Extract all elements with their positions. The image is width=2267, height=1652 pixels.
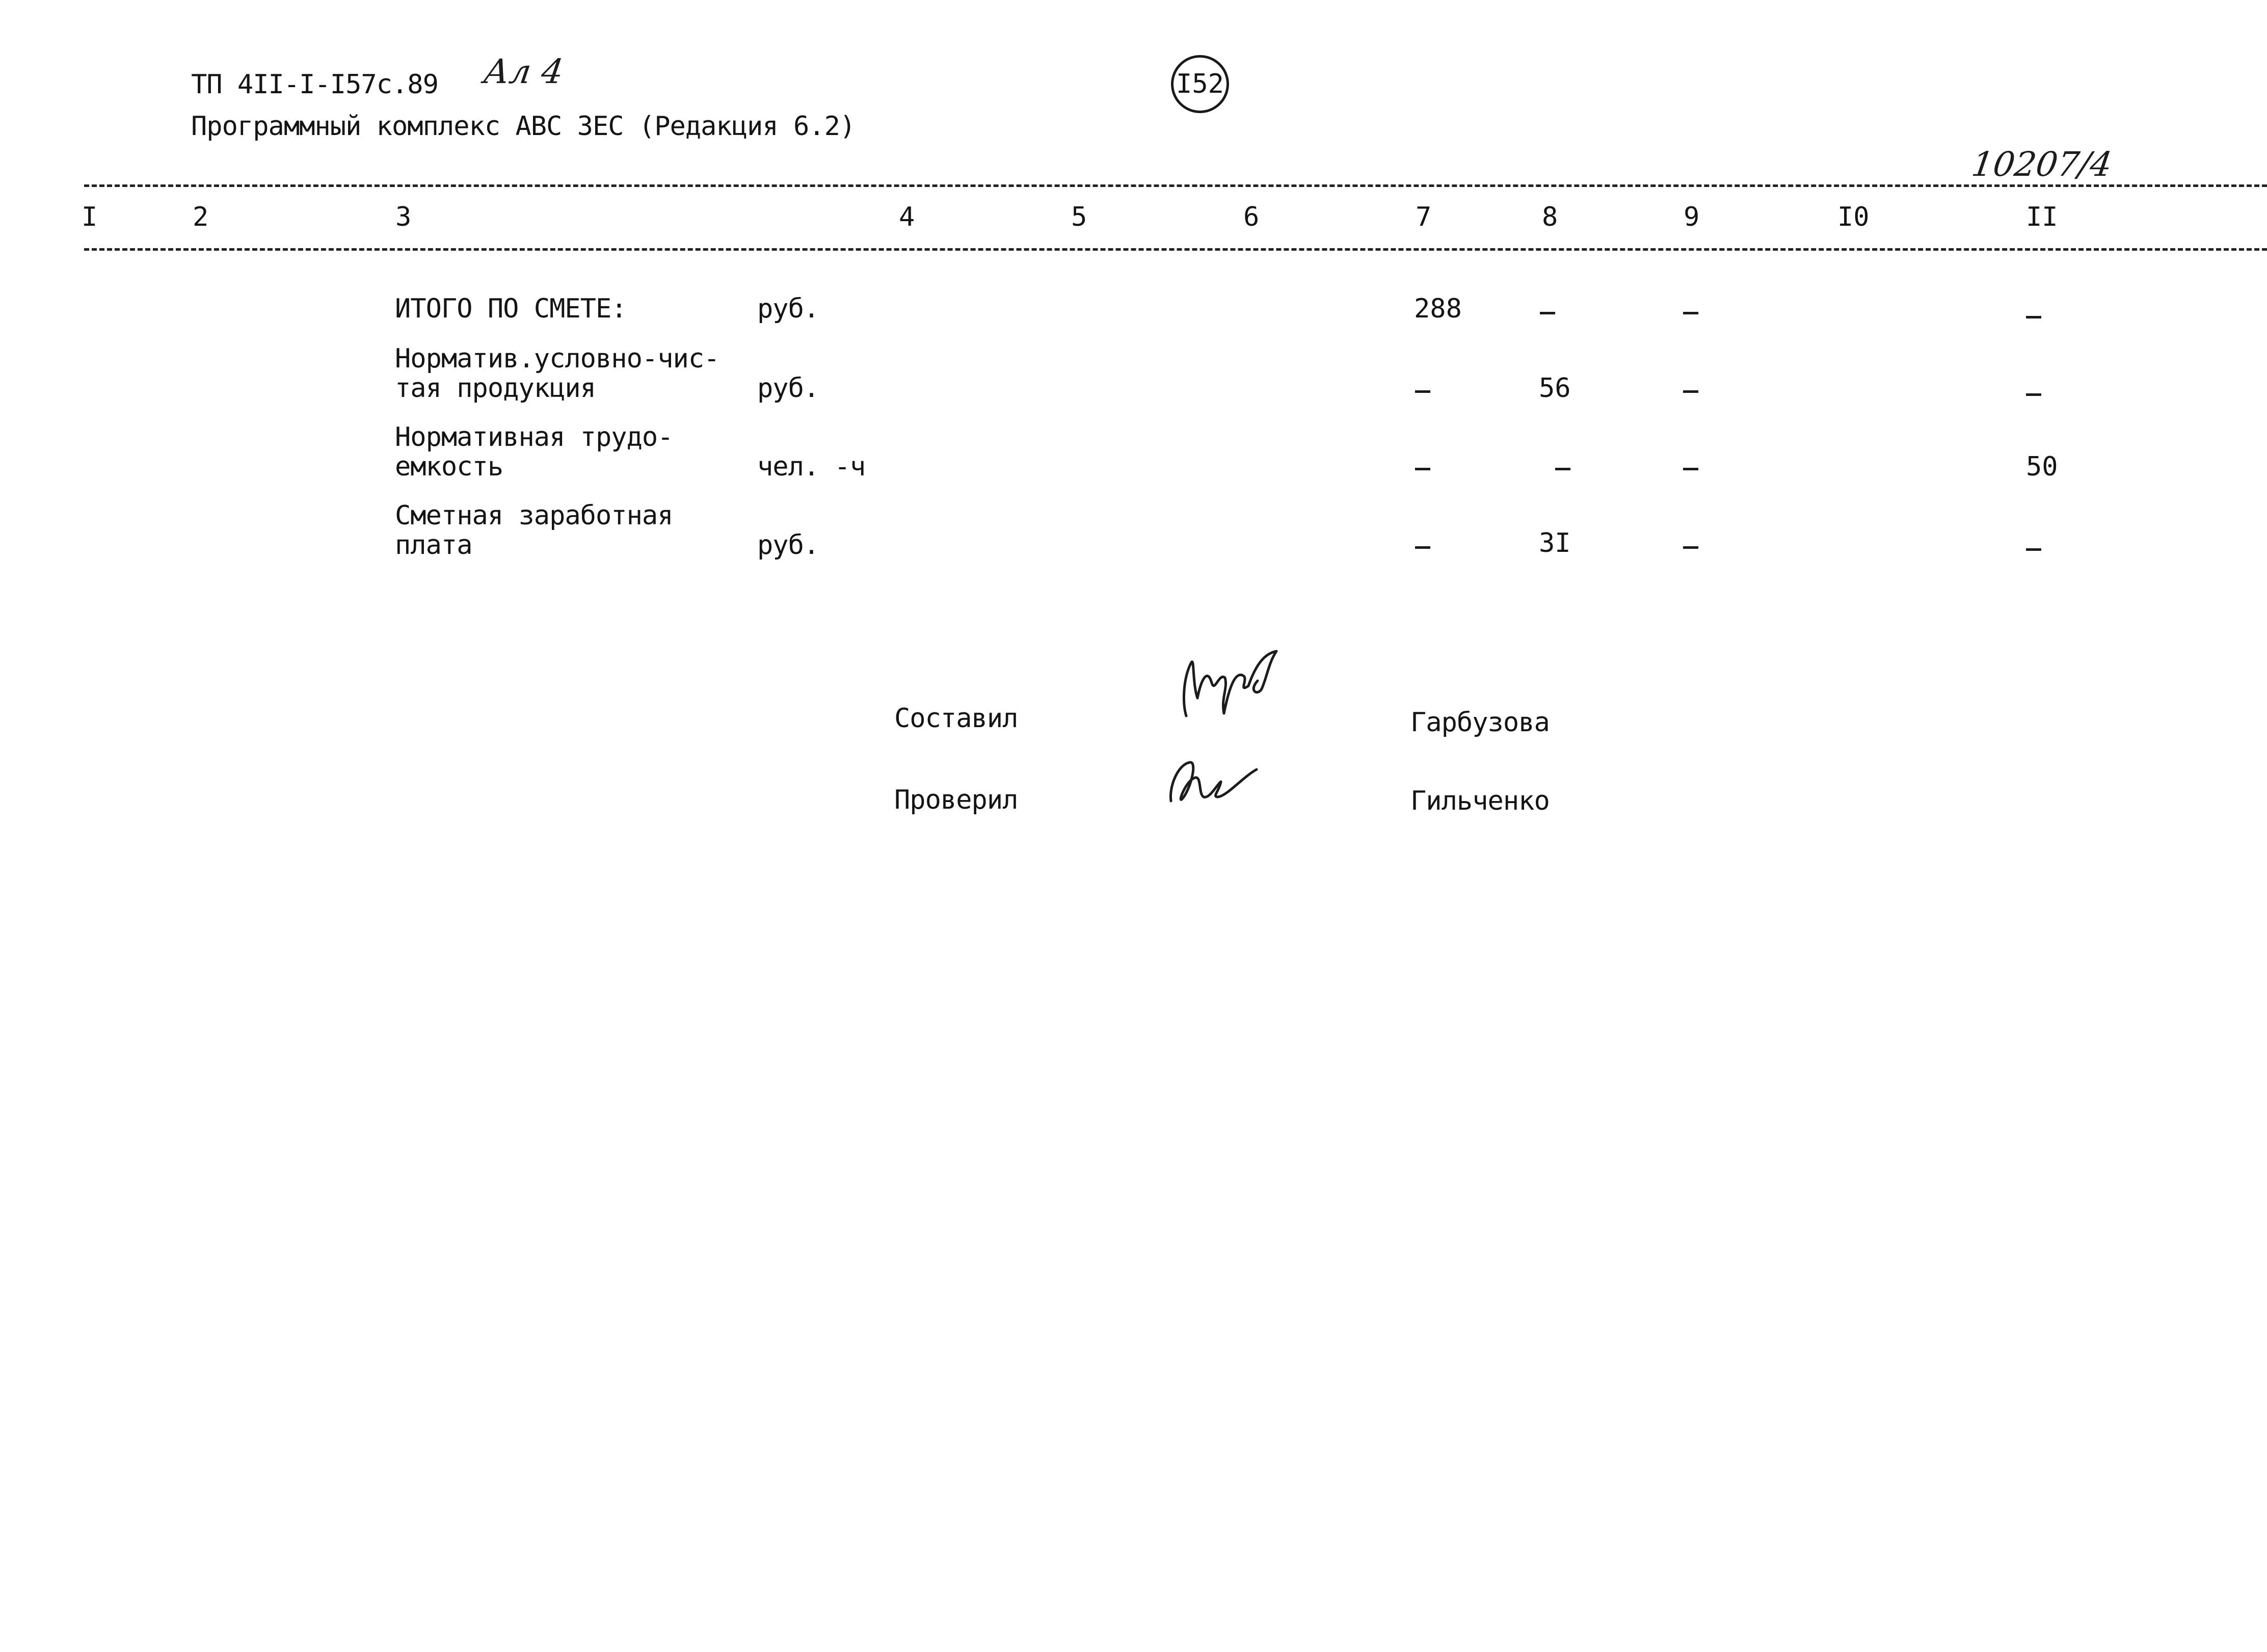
page-number-stamp — [1171, 55, 1229, 113]
row-unit: руб. — [757, 373, 819, 404]
compiled-by-name: Гарбузова — [1410, 707, 1550, 738]
row-value-col11 — [2026, 548, 2041, 551]
row-unit: чел. -ч — [757, 451, 866, 482]
column-header-5: 5 — [1071, 202, 1087, 232]
column-header-9: 9 — [1684, 202, 1700, 232]
row-value-col8 — [1540, 312, 1555, 314]
column-header-1: I — [82, 202, 98, 232]
column-header-11: II — [2026, 202, 2058, 232]
column-header-4: 4 — [899, 202, 915, 232]
row-name: ИТОГО ПО СМЕТЕ: — [395, 294, 627, 324]
column-header-3: 3 — [395, 202, 412, 232]
document-code: ТП 4II-I-I57с.89 — [191, 69, 438, 100]
row-value-col11 — [2026, 393, 2041, 396]
document-subtitle: Программный комплекс АВС ЗЕС (Редакция 6.2) — [191, 111, 856, 142]
handwritten-reference: 10207/4 — [1969, 145, 2115, 184]
column-header-8: 8 — [1542, 202, 1558, 232]
row-value-col11 — [2026, 316, 2041, 318]
row-name-line2: тая продукция — [395, 373, 596, 404]
row-value-col9 — [1683, 390, 1698, 393]
header-rule-top — [84, 184, 2267, 187]
handwritten-note: Ал 4 — [481, 52, 566, 91]
row-unit: руб. — [757, 294, 819, 324]
page-number: I52 — [1176, 69, 1224, 99]
row-value-col8: 56 — [1539, 373, 1571, 404]
row-value-col9 — [1683, 546, 1698, 549]
row-name-line1: Нормативная трудо- — [395, 422, 673, 452]
row-name-line2: плата — [395, 530, 472, 561]
row-name-line2: емкость — [395, 451, 503, 482]
column-header-7: 7 — [1416, 202, 1432, 232]
row-name-line1: Норматив.условно-чис- — [395, 343, 719, 374]
row-name-line1: Сметная заработная — [395, 500, 673, 531]
row-value-col7: 288 — [1414, 294, 1462, 324]
compiled-by-label: Составил — [894, 703, 1018, 734]
row-unit: руб. — [757, 530, 819, 561]
checked-by-name: Гильченко — [1410, 786, 1550, 816]
row-value-col11: 50 — [2026, 451, 2058, 482]
header-rule-bottom — [84, 248, 2267, 251]
row-value-col9 — [1683, 468, 1698, 470]
compiled-signature — [1172, 642, 1294, 724]
column-header-10: I0 — [1837, 202, 1870, 232]
row-value-col7 — [1415, 468, 1430, 470]
column-header-2: 2 — [193, 202, 209, 232]
checked-by-label: Проверил — [894, 785, 1018, 815]
column-header-6: 6 — [1243, 202, 1260, 232]
row-value-col7 — [1415, 390, 1430, 393]
row-value-col7 — [1415, 546, 1430, 549]
checked-signature — [1161, 754, 1263, 810]
row-value-col9 — [1683, 312, 1698, 314]
row-value-col8 — [1555, 468, 1570, 470]
row-value-col8: 3I — [1539, 528, 1571, 558]
